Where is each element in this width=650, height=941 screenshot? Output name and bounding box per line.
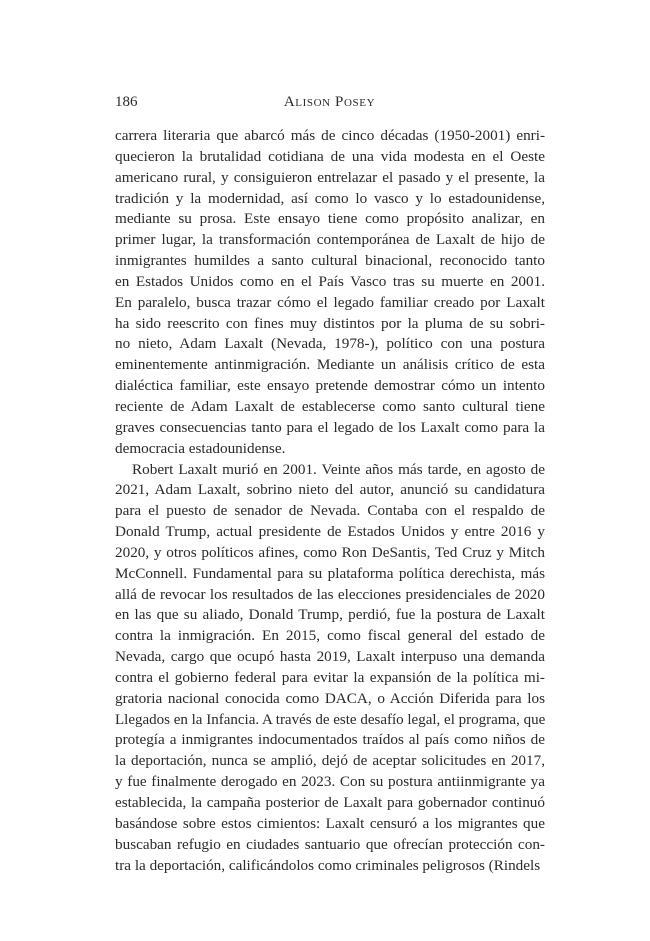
text-line: basándose sobre estos cimientos: Laxalt censuró a los migrantes que	[115, 814, 545, 832]
text-line: establecida, la campaña posterior de Laxalt para gobernador continuó	[115, 794, 545, 811]
text-line: la deportación, nunca se amplió, dejó de aceptar solicitudes en 2017,	[115, 752, 545, 770]
text-line: Donald Trump, actual presidente de Estados Unidos y entre 2016 y	[115, 523, 545, 541]
text-line: reciente de Adam Laxalt de establecerse como santo cultural tiene	[115, 397, 545, 415]
text-line: Robert Laxalt murió en 2001. Veinte años más tarde, en agosto de	[132, 460, 545, 478]
text-line: eminentemente antinmigración. Mediante un análisis crítico de esta	[115, 356, 545, 374]
text-line: y fue finalmente derogado en 2023. Con su postura antiinmigrante ya	[115, 773, 545, 791]
text-line: Llegados en la Infancia. A través de este desafío legal, el programa, que	[115, 711, 546, 728]
text-line: en las que su aliado, Donald Trump, perdió, fue la postura de Laxalt	[115, 606, 545, 624]
text-line: inmigrantes humildes a santo cultural binacional, reconocido tanto	[115, 252, 545, 270]
text-line: En paralelo, busca trazar cómo el legado familiar creado por Laxalt	[115, 293, 545, 311]
text-line: no nieto, Adam Laxalt (Nevada, 1978-), político con una postura	[115, 335, 545, 353]
text-line: quecieron la brutalidad cotidiana de una vida modesta en el Oeste	[115, 147, 545, 165]
text-line: McConnell. Fundamental para su plataforma política derechista, más	[115, 564, 545, 582]
page-number: 186	[115, 94, 138, 110]
running-head	[113, 90, 546, 114]
text-line: allá de revocar los resultados de las elecciones presidenciales de 2020	[115, 585, 545, 603]
text-line: en Estados Unidos como en el País Vasco tras su muerte en 2001.	[115, 272, 545, 290]
paragraph	[115, 460, 545, 877]
text-line: Nevada, cargo que ocupó hasta 2019, Laxalt interpuso una demanda	[115, 648, 545, 666]
text-line: 2020, y otros políticos afines, como Ron DeSantis, Ted Cruz y Mitch	[115, 543, 545, 561]
text-line: contra el gobierno federal para evitar la expansión de la política mi-	[115, 668, 545, 686]
text-line: gratoria nacional conocida como DACA, o Acción Diferida para los	[115, 689, 545, 707]
text-line: contra la inmigración. En 2015, como fiscal general del estado de	[115, 627, 545, 645]
text-line: primer lugar, la transformación contemporánea de Laxalt de hijo de	[115, 231, 545, 249]
body-text	[115, 126, 545, 876]
text-line: graves consecuencias tanto para el legado de los Laxalt como para la	[115, 418, 545, 436]
text-line: tra la deportación, calificándolos como criminales peligrosos (Rindels	[115, 856, 541, 874]
text-line: democracia estadounidense.	[115, 439, 286, 457]
running-head-author: Alison Posey	[283, 94, 376, 110]
text-line: 2021, Adam Laxalt, sobrino nieto del autor, anunció su candidatura	[115, 481, 545, 499]
text-line: carrera literaria que abarcó más de cinco décadas (1950-2001) enri-	[115, 127, 545, 144]
text-line: dialéctica familiar, este ensayo pretende demostrar cómo un intento	[115, 377, 545, 395]
text-line: tradición y la modernidad, así como lo vasco y lo estadounidense,	[115, 189, 545, 207]
text-line: protegía a inmigrantes indocumentados traídos al país como niños de	[115, 731, 545, 749]
text-line: americano rural, y consiguieron entrelazar el pasado y el presente, la	[115, 168, 545, 186]
text-line: buscaban refugio en ciudades santuario que ofrecían protección con-	[115, 835, 545, 853]
text-line: mediante su prosa. Este ensayo tiene como propósito analizar, en	[115, 210, 545, 228]
paragraph	[115, 126, 545, 460]
text-line: para el puesto de senador de Nevada. Contaba con el respaldo de	[115, 502, 545, 520]
text-line: ha sido reescrito con fines muy distintos por la pluma de su sobri-	[115, 314, 545, 332]
